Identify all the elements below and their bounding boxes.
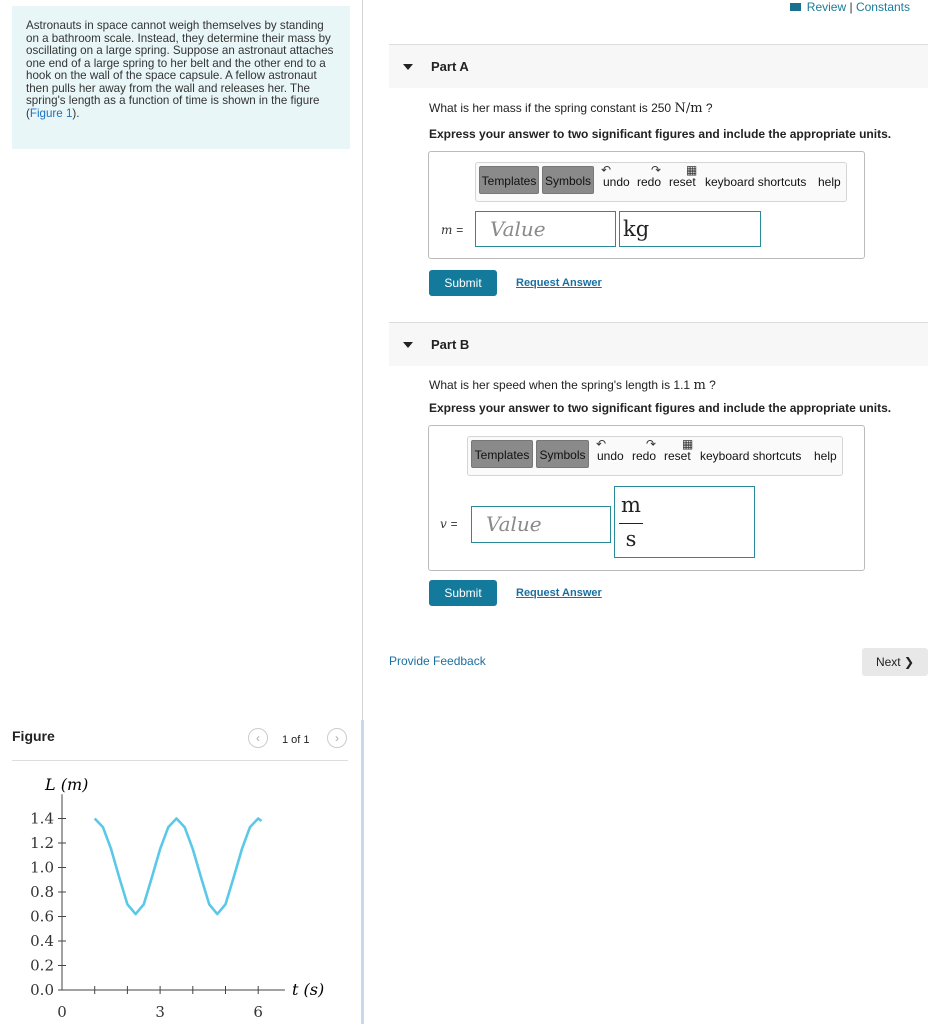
part-a-instruction: Express your answer to two significant figures and include the appropriate units. (429, 127, 892, 141)
figure-link[interactable]: Figure 1 (29, 106, 73, 120)
variable-label (440, 517, 458, 531)
y-tick-label: 1.0 (30, 858, 54, 877)
request-answer-link[interactable]: Request Answer (516, 277, 602, 289)
part-b-question (429, 378, 716, 393)
y-tick-label: 1.4 (30, 809, 54, 828)
value-input[interactable]: Value (475, 211, 616, 247)
figure-pager: 1 of 1 (282, 734, 310, 746)
reset-button[interactable]: reset (664, 449, 691, 463)
unit-numerator: m (621, 493, 641, 517)
undo-button[interactable]: undo (597, 449, 624, 463)
redo-button[interactable]: redo (632, 449, 657, 463)
redo-button[interactable]: redo (637, 175, 662, 189)
unit-input[interactable] (614, 486, 755, 558)
figure-divider (12, 760, 348, 761)
templates-button[interactable]: Templates (471, 440, 533, 468)
link-separator: | (849, 0, 853, 14)
math-toolbar (467, 436, 843, 476)
undo-icon[interactable]: ↶ (601, 163, 612, 177)
variable-symbol: m (441, 223, 453, 237)
y-axis-label: L (m) (45, 775, 89, 794)
part-b-answer-box (428, 425, 865, 571)
x-tick-label: 3 (155, 1003, 165, 1021)
y-tick-label: 0.8 (30, 883, 54, 901)
keyboard-icon[interactable]: ▦ (682, 437, 694, 451)
submit-button[interactable]: Submit (429, 580, 497, 606)
redo-icon[interactable]: ↷ (651, 163, 662, 177)
panel-resize-handle[interactable] (361, 720, 364, 1024)
math-toolbar (475, 162, 847, 202)
x-axis-label: t (s) (292, 980, 325, 999)
equals-sign: = (450, 517, 458, 531)
problem-intro (12, 6, 350, 149)
undo-button[interactable]: undo (603, 175, 630, 189)
spring-length-chart (0, 765, 350, 1024)
symbols-button[interactable]: Symbols (542, 166, 594, 194)
question-end: ? (705, 101, 713, 115)
book-icon (790, 3, 801, 11)
chevron-right-icon[interactable]: › (327, 728, 347, 748)
help-button[interactable]: help (814, 449, 837, 463)
keyboard-icon[interactable]: ▦ (686, 163, 698, 177)
chevron-right-icon: ❯ (903, 655, 915, 669)
value-input[interactable]: Value (471, 506, 611, 543)
variable-label (441, 223, 463, 237)
part-a-title: Part A (431, 59, 469, 74)
intro-text-end: ). (72, 106, 80, 120)
part-b-title: Part B (431, 337, 470, 352)
undo-icon[interactable]: ↶ (596, 437, 607, 451)
constants-link[interactable]: Constants (855, 0, 910, 14)
part-a-header[interactable] (389, 45, 928, 88)
question-unit: N/m (674, 101, 703, 116)
y-tick-label: 0.4 (30, 932, 54, 950)
part-b-instruction: Express your answer to two significant figures and include the appropriate units. (429, 401, 892, 415)
part-b-header[interactable] (389, 323, 928, 366)
x-tick-labels (57, 1003, 263, 1021)
question-text: What is her speed when the spring's length is 1.1 (429, 378, 691, 392)
series-line (95, 819, 262, 915)
question-text: What is her mass if the spring constant is 250 (429, 101, 672, 115)
unit-input[interactable]: kg (619, 211, 761, 247)
variable-symbol: v (440, 517, 447, 531)
unit-denominator: s (625, 527, 637, 551)
intro-text: Astronauts in space cannot weigh themselves by standing on a bathroom scale. Instead, they determine their mass by oscillating on a large spring. Suppose an astronaut attaches one end of a large spring to her belt and the other end to a hook on the wall of the space capsule. A fellow astronaut then pulls her away from the wall and releases her. The spring's length as a function of time is shown in the figure ( (26, 19, 334, 120)
fraction-bar (619, 523, 643, 524)
chevron-left-icon[interactable]: ‹ (248, 728, 268, 748)
provide-feedback-link[interactable]: Provide Feedback (389, 654, 486, 668)
y-tick-label: 0.6 (30, 907, 54, 926)
part-a-question (429, 101, 713, 116)
x-tick-label: 6 (253, 1003, 263, 1021)
x-tick-label: 0 (57, 1003, 67, 1021)
caret-down-icon[interactable] (403, 64, 413, 70)
equals-sign: = (456, 223, 464, 237)
reset-button[interactable]: reset (669, 175, 696, 189)
figure-title: Figure (12, 728, 55, 744)
part-a-answer-box (428, 151, 865, 259)
next-label: Next (875, 655, 901, 669)
templates-button[interactable]: Templates (479, 166, 539, 194)
y-tick-label: 1.2 (30, 834, 54, 852)
symbols-button[interactable]: Symbols (536, 440, 589, 468)
review-constants-links (790, 0, 910, 14)
question-end: ? (709, 378, 716, 392)
submit-button[interactable]: Submit (429, 270, 497, 296)
question-unit: m (693, 378, 706, 393)
keyboard-shortcuts-button[interactable]: keyboard shortcuts (700, 449, 802, 463)
help-button[interactable]: help (818, 175, 841, 189)
review-link[interactable]: Review (806, 0, 847, 14)
y-tick-labels (30, 810, 54, 1000)
next-button[interactable] (862, 648, 928, 676)
caret-down-icon[interactable] (403, 342, 413, 348)
keyboard-shortcuts-button[interactable]: keyboard shortcuts (705, 175, 807, 189)
redo-icon[interactable]: ↷ (646, 437, 657, 451)
y-tick-label: 0.2 (30, 956, 54, 975)
request-answer-link[interactable]: Request Answer (516, 587, 602, 599)
y-tick-label: 0.0 (30, 981, 54, 999)
